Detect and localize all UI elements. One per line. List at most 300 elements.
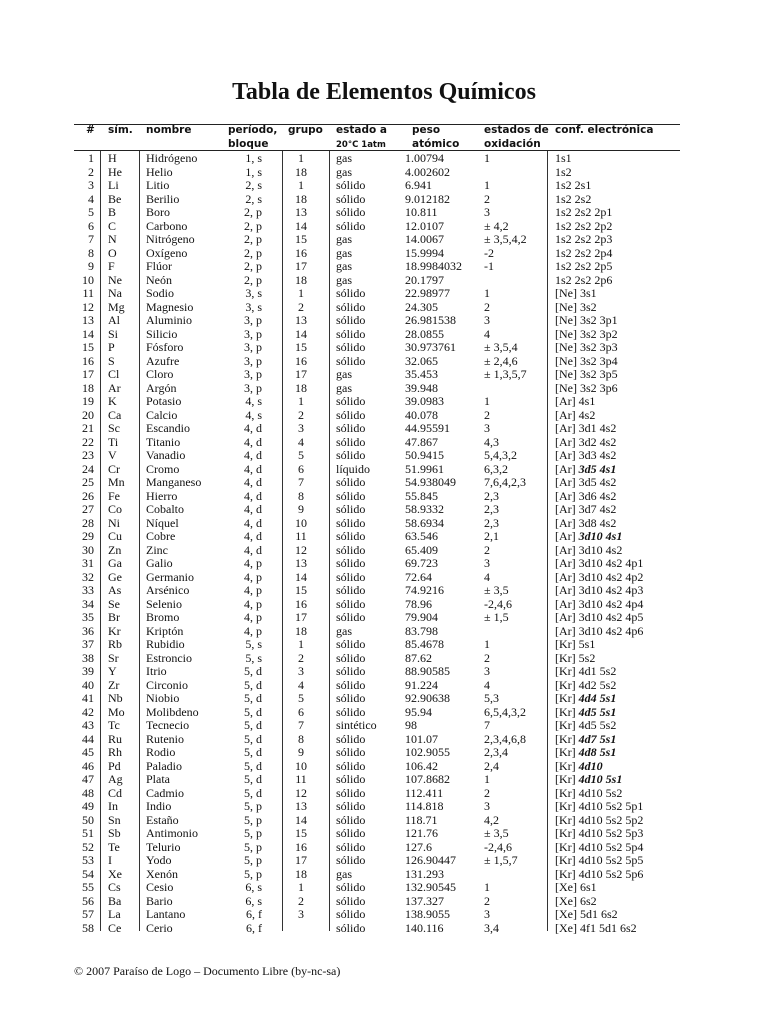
cell-symbol: Ce <box>108 920 122 935</box>
table-row <box>0 503 768 517</box>
cell-period: 2, p <box>244 205 262 219</box>
cell-symbol: Cu <box>108 529 123 543</box>
cell-symbol: Zr <box>108 677 120 692</box>
cell-symbol: Kr <box>108 623 121 638</box>
cell-group: 14 <box>295 218 307 233</box>
cell-name: Aluminio <box>146 313 193 327</box>
cell-period: 5, d <box>244 758 262 773</box>
cell-name: Yodo <box>146 853 172 867</box>
cell-state: sólido <box>336 286 366 300</box>
cell-oxidation: 6,3,2 <box>484 461 508 476</box>
cell-config: [Kr] 4d10 5s2 5p5 <box>555 853 644 867</box>
header-state: estado a <box>336 124 387 136</box>
table-row <box>0 382 768 396</box>
cell-weight: 18.9984032 <box>405 259 462 273</box>
cell-state: gas <box>336 232 352 246</box>
cell-oxidation: 3 <box>484 799 490 813</box>
cell-name: Cromo <box>146 461 180 476</box>
cell-period: 4, s <box>245 407 262 422</box>
cell-state: sólido <box>336 529 366 543</box>
table-row <box>0 922 768 936</box>
cell-oxidation: 4 <box>484 569 490 584</box>
cell-number: 19 <box>82 394 94 408</box>
cell-config: [Ar] 3d10 4s2 4p6 <box>555 623 644 638</box>
table-row <box>0 328 768 342</box>
cell-name: Rodio <box>146 745 176 759</box>
cell-group: 1 <box>298 394 304 408</box>
cell-weight: 20.1797 <box>405 272 444 287</box>
cell-name: Cloro <box>146 367 174 381</box>
elements-table <box>0 152 768 935</box>
cell-number: 5 <box>88 205 94 219</box>
cell-oxidation: 3 <box>484 664 490 678</box>
cell-symbol: Nb <box>108 691 123 705</box>
cell-number: 17 <box>82 367 94 381</box>
cell-name: Zinc <box>146 542 168 557</box>
cell-symbol: Cr <box>108 461 120 476</box>
cell-number: 52 <box>82 839 94 854</box>
cell-name: Cobre <box>146 529 176 543</box>
table-row <box>0 908 768 922</box>
cell-period: 2, s <box>245 178 262 192</box>
cell-symbol: I <box>108 853 112 867</box>
cell-config: [Ar] 3d3 4s2 <box>555 448 617 462</box>
table-row <box>0 301 768 315</box>
cell-oxidation: 1 <box>484 394 490 408</box>
cell-oxidation: 2,3 <box>484 488 499 503</box>
cell-number: 11 <box>82 286 94 300</box>
table-row <box>0 746 768 760</box>
cell-number: 43 <box>82 718 94 732</box>
cell-oxidation: 2,3,4,6,8 <box>484 731 526 746</box>
table-row <box>0 652 768 666</box>
cell-number: 31 <box>82 556 94 570</box>
cell-period: 4, p <box>244 583 262 597</box>
cell-number: 12 <box>82 299 94 314</box>
table-row <box>0 530 768 544</box>
table-row <box>0 517 768 531</box>
cell-name: Indio <box>146 799 172 813</box>
cell-number: 15 <box>82 340 94 354</box>
cell-period: 4, p <box>244 569 262 584</box>
table-row <box>0 395 768 409</box>
table-row <box>0 733 768 747</box>
cell-weight: 95.94 <box>405 704 432 719</box>
cell-number: 4 <box>88 191 94 206</box>
cell-weight: 4.002602 <box>405 164 450 179</box>
cell-name: Cobalto <box>146 502 184 516</box>
cell-number: 10 <box>82 272 94 287</box>
cell-symbol: Tc <box>108 718 120 732</box>
cell-symbol: Pd <box>108 758 121 773</box>
cell-name: Calcio <box>146 407 178 422</box>
cell-weight: 51.9961 <box>405 461 444 476</box>
cell-config: [Ar] 3d6 4s2 <box>555 488 617 503</box>
cell-number: 25 <box>82 475 94 489</box>
cell-weight: 91.224 <box>405 677 438 692</box>
cell-name: Arsénico <box>146 583 190 597</box>
cell-config: [Ar] 3d1 4s2 <box>555 421 617 435</box>
cell-number: 13 <box>82 313 94 327</box>
cell-state: sólido <box>336 731 366 746</box>
cell-period: 3, p <box>244 353 262 368</box>
cell-oxidation: 1 <box>484 286 490 300</box>
cell-config: [Kr] 4d10 5s2 5p2 <box>555 812 644 827</box>
cell-group: 15 <box>295 232 307 246</box>
cell-config: 1s2 2s2 <box>555 191 592 206</box>
cell-period: 4, d <box>244 502 262 516</box>
cell-symbol: As <box>108 583 122 597</box>
cell-group: 13 <box>295 799 307 813</box>
header-group: grupo <box>288 124 323 136</box>
cell-config: [Kr] 4d1 5s2 <box>555 664 617 678</box>
cell-state: sólido <box>336 704 366 719</box>
cell-oxidation: 1 <box>484 637 490 651</box>
cell-group: 18 <box>295 272 307 287</box>
cell-config: 1s2 2s2 2p3 <box>555 232 613 246</box>
cell-symbol: He <box>108 164 122 179</box>
cell-number: 34 <box>82 596 94 611</box>
table-row <box>0 341 768 355</box>
cell-config: [Ar] 3d10 4s2 4p4 <box>555 596 644 611</box>
cell-config: [Kr] 4d4 5s1 <box>555 691 617 705</box>
cell-number: 53 <box>82 853 94 867</box>
table-row <box>0 557 768 571</box>
cell-number: 33 <box>82 583 94 597</box>
cell-symbol: Sn <box>108 812 121 827</box>
cell-number: 48 <box>82 785 94 800</box>
table-row <box>0 206 768 220</box>
cell-state: sólido <box>336 475 366 489</box>
cell-group: 17 <box>295 259 307 273</box>
cell-period: 4, d <box>244 448 262 462</box>
cell-group: 17 <box>295 610 307 624</box>
cell-symbol: Ru <box>108 731 123 746</box>
cell-weight: 69.723 <box>405 556 438 570</box>
cell-state: sólido <box>336 394 366 408</box>
cell-number: 20 <box>82 407 94 422</box>
cell-number: 29 <box>82 529 94 543</box>
table-row <box>0 409 768 423</box>
table-row <box>0 665 768 679</box>
cell-weight: 74.9216 <box>405 583 444 597</box>
cell-weight: 22.98977 <box>405 286 450 300</box>
cell-period: 5, d <box>244 677 262 692</box>
cell-weight: 140.116 <box>405 920 444 935</box>
cell-name: Manganeso <box>146 475 202 489</box>
cell-config: [Ar] 3d5 4s2 <box>555 475 617 489</box>
cell-number: 9 <box>88 259 94 273</box>
cell-period: 5, d <box>244 704 262 719</box>
cell-state: sólido <box>336 205 366 219</box>
cell-state: sólido <box>336 583 366 597</box>
cell-weight: 44.95591 <box>405 421 450 435</box>
cell-name: Escandio <box>146 421 190 435</box>
cell-group: 3 <box>298 664 304 678</box>
cell-state: sólido <box>336 488 366 503</box>
header-config: conf. electrónica <box>555 124 654 136</box>
cell-weight: 15.9994 <box>405 245 444 260</box>
cell-period: 5, p <box>244 826 262 840</box>
cell-state: sólido <box>336 299 366 314</box>
cell-name: Flúor <box>146 259 173 273</box>
cell-symbol: Si <box>108 326 119 341</box>
cell-state: sólido <box>336 826 366 840</box>
table-row <box>0 787 768 801</box>
cell-name: Kriptón <box>146 623 184 638</box>
cell-group: 16 <box>295 245 307 260</box>
cell-state: sólido <box>336 799 366 813</box>
cell-symbol: Al <box>108 313 120 327</box>
table-row <box>0 422 768 436</box>
anomalous-config: 3d10 4s1 <box>578 529 623 543</box>
cell-symbol: Te <box>108 839 120 854</box>
cell-group: 17 <box>295 853 307 867</box>
cell-config: [Kr] 4d5 5s1 <box>555 704 617 719</box>
cell-period: 3, p <box>244 367 262 381</box>
cell-name: Carbono <box>146 218 188 233</box>
cell-oxidation: 2,4 <box>484 758 499 773</box>
cell-config: [Kr] 4d5 5s2 <box>555 718 617 732</box>
cell-weight: 55.845 <box>405 488 438 503</box>
cell-number: 22 <box>82 434 94 449</box>
cell-symbol: Ba <box>108 893 122 908</box>
cell-config: [Ar] 3d10 4s2 4p1 <box>555 556 644 570</box>
cell-group: 10 <box>295 758 307 773</box>
cell-name: Niobio <box>146 691 180 705</box>
cell-period: 1, s <box>245 151 262 165</box>
cell-number: 8 <box>88 245 94 260</box>
anomalous-config: 4d4 5s1 <box>578 691 617 705</box>
cell-state: sólido <box>336 353 366 368</box>
table-row <box>0 449 768 463</box>
cell-state: sólido <box>336 772 366 786</box>
cell-name: Neón <box>146 272 172 287</box>
cell-group: 6 <box>298 461 304 476</box>
cell-name: Bromo <box>146 610 180 624</box>
cell-period: 3, p <box>244 313 262 327</box>
table-row <box>0 166 768 180</box>
cell-oxidation: 4 <box>484 326 490 341</box>
cell-period: 4, d <box>244 434 262 449</box>
table-row <box>0 598 768 612</box>
cell-group: 2 <box>298 893 304 908</box>
cell-name: Estroncio <box>146 650 192 665</box>
cell-group: 6 <box>298 704 304 719</box>
cell-name: Estaño <box>146 812 179 827</box>
page-title: Tabla de Elementos Químicos <box>232 79 536 105</box>
cell-state: gas <box>336 623 352 638</box>
cell-group: 11 <box>295 529 307 543</box>
cell-symbol: S <box>108 353 115 368</box>
cell-weight: 58.6934 <box>405 515 444 530</box>
cell-group: 15 <box>295 583 307 597</box>
cell-number: 39 <box>82 664 94 678</box>
cell-oxidation: 3,4 <box>484 920 499 935</box>
table-row <box>0 179 768 193</box>
cell-symbol: Co <box>108 502 123 516</box>
cell-oxidation: -1 <box>484 259 494 273</box>
table-row <box>0 152 768 166</box>
cell-name: Plata <box>146 772 170 786</box>
cell-state: gas <box>336 151 352 165</box>
cell-group: 2 <box>298 299 304 314</box>
header-oxidation-2: oxidación <box>484 138 541 150</box>
cell-state: sólido <box>336 448 366 462</box>
cell-state: sólido <box>336 191 366 206</box>
cell-period: 5, d <box>244 772 262 786</box>
cell-weight: 26.981538 <box>405 313 456 327</box>
cell-weight: 32.065 <box>405 353 438 368</box>
cell-symbol: Ti <box>108 434 119 449</box>
cell-period: 5, d <box>244 691 262 705</box>
cell-group: 16 <box>295 596 307 611</box>
cell-oxidation: 2 <box>484 542 490 557</box>
cell-number: 57 <box>82 907 94 921</box>
cell-group: 2 <box>298 407 304 422</box>
cell-group: 12 <box>295 785 307 800</box>
header-period: período, <box>228 124 278 136</box>
cell-period: 5, d <box>244 785 262 800</box>
cell-config: [Ne] 3s2 3p4 <box>555 353 618 368</box>
cell-number: 46 <box>82 758 94 773</box>
cell-oxidation: 1 <box>484 178 490 192</box>
cell-weight: 12.0107 <box>405 218 444 233</box>
cell-number: 21 <box>82 421 94 435</box>
table-row <box>0 679 768 693</box>
cell-group: 16 <box>295 839 307 854</box>
cell-state: sólido <box>336 839 366 854</box>
cell-weight: 30.973761 <box>405 340 456 354</box>
cell-config: [Xe] 4f1 5d1 6s2 <box>555 920 637 935</box>
table-row <box>0 881 768 895</box>
cell-state: sólido <box>336 745 366 759</box>
cell-oxidation: -2,4,6 <box>484 839 512 854</box>
cell-state: sólido <box>336 785 366 800</box>
cell-config: [Kr] 4d7 5s1 <box>555 731 617 746</box>
cell-number: 3 <box>88 178 94 192</box>
cell-config: [Kr] 4d10 5s2 5p4 <box>555 839 644 854</box>
cell-period: 6, f <box>246 907 262 921</box>
cell-state: sólido <box>336 556 366 570</box>
table-row <box>0 193 768 207</box>
cell-group: 11 <box>295 772 307 786</box>
header-name: nombre <box>146 124 192 136</box>
table-row <box>0 571 768 585</box>
cell-config: [Ne] 3s2 3p2 <box>555 326 618 341</box>
cell-period: 4, d <box>244 461 262 476</box>
cell-config: [Ar] 4s2 <box>555 407 596 422</box>
table-row <box>0 841 768 855</box>
cell-number: 28 <box>82 515 94 530</box>
cell-number: 2 <box>88 164 94 179</box>
cell-name: Cadmio <box>146 785 184 800</box>
cell-group: 9 <box>298 745 304 759</box>
cell-config: 1s2 2s1 <box>555 178 592 192</box>
cell-name: Magnesio <box>146 299 194 314</box>
cell-period: 6, s <box>245 880 262 894</box>
cell-name: Cesio <box>146 880 174 894</box>
table-row <box>0 355 768 369</box>
cell-weight: 131.293 <box>405 866 444 881</box>
cell-state: sólido <box>336 664 366 678</box>
cell-config: 1s2 2s2 2p5 <box>555 259 613 273</box>
cell-weight: 79.904 <box>405 610 438 624</box>
cell-name: Galio <box>146 556 173 570</box>
table-row <box>0 233 768 247</box>
cell-number: 50 <box>82 812 94 827</box>
cell-name: Silicio <box>146 326 178 341</box>
cell-config: [Ar] 3d10 4s2 <box>555 542 623 557</box>
cell-oxidation: 2 <box>484 785 490 800</box>
table-row <box>0 584 768 598</box>
header-weight-2: atómico <box>412 138 460 150</box>
cell-oxidation: 3 <box>484 313 490 327</box>
cell-period: 3, s <box>245 286 262 300</box>
cell-name: Selenio <box>146 596 182 611</box>
cell-state: sólido <box>336 515 366 530</box>
cell-state: sólido <box>336 920 366 935</box>
cell-number: 32 <box>82 569 94 584</box>
anomalous-config: 4d5 5s1 <box>578 704 617 719</box>
cell-period: 2, p <box>244 218 262 233</box>
cell-state: líquido <box>336 461 371 476</box>
table-row <box>0 814 768 828</box>
cell-group: 7 <box>298 475 304 489</box>
cell-number: 37 <box>82 637 94 651</box>
table-row <box>0 827 768 841</box>
cell-name: Potasio <box>146 394 182 408</box>
cell-state: sólido <box>336 313 366 327</box>
cell-state: sólido <box>336 758 366 773</box>
cell-weight: 85.4678 <box>405 637 444 651</box>
cell-symbol: Ge <box>108 569 122 584</box>
cell-group: 15 <box>295 340 307 354</box>
cell-state: sólido <box>336 421 366 435</box>
header-block: bloque <box>228 138 269 150</box>
cell-group: 1 <box>298 151 304 165</box>
cell-number: 35 <box>82 610 94 624</box>
cell-oxidation: 5,3 <box>484 691 499 705</box>
table-row <box>0 476 768 490</box>
cell-symbol: Mn <box>108 475 125 489</box>
table-row <box>0 854 768 868</box>
cell-oxidation: 1 <box>484 151 490 165</box>
cell-name: Berilio <box>146 191 180 206</box>
cell-period: 4, d <box>244 475 262 489</box>
cell-group: 18 <box>295 623 307 638</box>
cell-period: 6, s <box>245 893 262 908</box>
cell-group: 8 <box>298 731 304 746</box>
cell-period: 4, p <box>244 596 262 611</box>
cell-symbol: Ni <box>108 515 120 530</box>
cell-config: [Xe] 6s1 <box>555 880 597 894</box>
cell-oxidation: 4 <box>484 677 490 692</box>
cell-oxidation: ± 4,2 <box>484 218 509 233</box>
cell-number: 24 <box>82 461 94 476</box>
cell-group: 18 <box>295 380 307 395</box>
cell-weight: 88.90585 <box>405 664 450 678</box>
cell-config: 1s2 <box>555 164 572 179</box>
cell-symbol: Ga <box>108 556 122 570</box>
cell-period: 3, p <box>244 326 262 341</box>
cell-number: 51 <box>82 826 94 840</box>
cell-name: Tecnecio <box>146 718 190 732</box>
cell-symbol: N <box>108 232 117 246</box>
cell-weight: 137.327 <box>405 893 444 908</box>
cell-group: 18 <box>295 191 307 206</box>
cell-group: 14 <box>295 326 307 341</box>
